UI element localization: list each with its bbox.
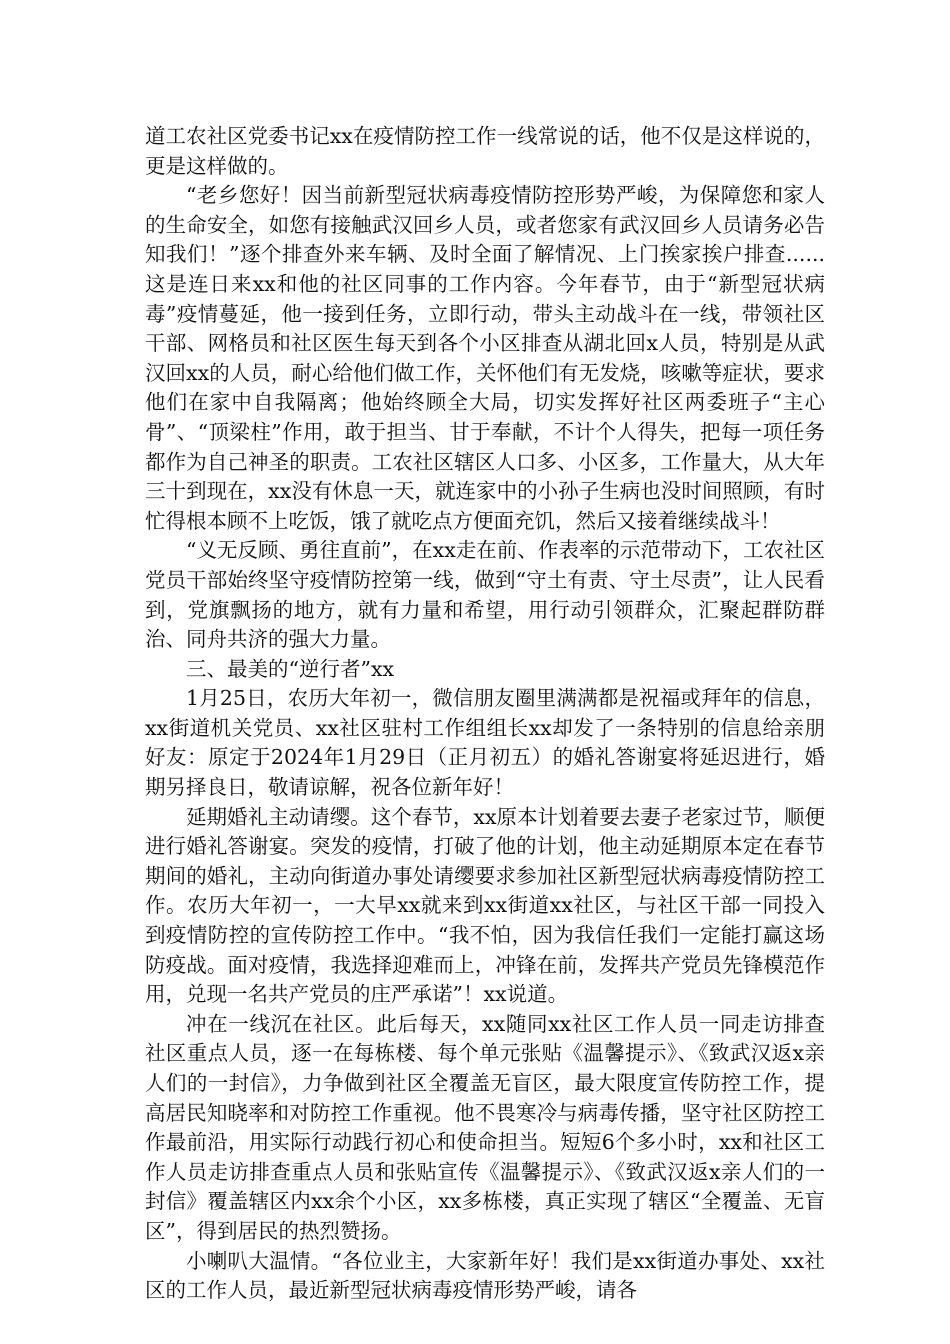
paragraph-postponed-wedding: 延期婚礼主动请缨。这个春节，xx原本计划着要去妻子老家过节，顺便进行婚礼答谢宴。突发的疫情，打破了他的计划，他主动延期原本定在春节期间的婚礼，主动向街道办事处请缨要求参加社区新型冠状病毒疫情防控工作。农历大年初一，一大早xx就来到xx街道xx社区，与社区干部一同投入到疫情防控的宣传防控工作中。“我不怕，因为我信任我们一定能打赢这场防疫战。面对疫情，我选择迎难而上，冲锋在前，发挥共产党员先锋模范作用，兑现一名共产党员的庄严承诺”！xx说道。 bbox=[145, 804, 825, 1007]
paragraph-secretary-work: “老乡您好！因当前新型冠状病毒疫情防控形势严峻，为保障您和家人的生命安全，如您有接触武汉回乡人员，或者您家有武汉回乡人员请务必告知我们！”逐个排查外来车辆、及时全面了解情况、上门挨家挨户排查......这是连日来xx和他的社区同事的工作内容。今年春节，由于“新型冠状病毒”疫情蔓延，他一接到任务，立即行动，带头主动战斗在一线，带领社区干部、网格员和社区医生每天到各个小区排查从湖北回x人员，特别是从武汉回xx的人员，耐心给他们做工作，关怀他们有无发烧，咳嗽等症状，要求他们在家中自我隔离；他始终顾全大局，切实发挥好社区两委班子“主心骨”、“顶梁柱”作用，敢于担当、甘于奉献，不计个人得失，把每一项任务都作为自己神圣的职责。工农社区辖区人口多、小区多，工作量大，从大年三十到现在，xx没有休息一天，就连家中的小孙子生病也没时间照顾，有时忙得根本顾不上吃饭，饿了就吃点方便面充饥，然后又接着继续战斗！ bbox=[145, 183, 825, 533]
paragraph-party-members: “义无反顾、勇往直前”，在xx走在前、作表率的示范带动下，工农社区党员干部始终坚守疫情防控第一线，做到“守土有责、守土尽责”，让人民看到，党旗飘扬的地方，就有力量和希望，用行动引领群众，汇聚起群防群治、同舟共济的强大力量。 bbox=[145, 538, 825, 652]
section-heading: 三、最美的“逆行者”xx bbox=[186, 656, 395, 681]
paragraph-frontline: 冲在一线沉在社区。此后每天，xx随同xx社区工作人员一同走访排查社区重点人员，逐一在每栋楼、每个单元张贴《温馨提示》、《致武汉返x亲人们的一封信》，力争做到社区全覆盖无盲区，最大限度宣传防控工作，提高居民知晓率和对防控工作重视。他不畏寒冷与病毒传播，坚守社区防控工作最前沿，用实际行动践行初心和使命担当。短短6个多小时，xx和社区工作人员走访排查重点人员和张贴宣传《温馨提示》、《致武汉返x亲人们的一封信》覆盖辖区内xx余个小区，xx多栋楼，真正实现了辖区“全覆盖、无盲区”，得到居民的热烈赞扬。 bbox=[145, 1011, 825, 1243]
paragraph-new-year: 1月25日，农历大年初一，微信朋友圈里满满都是祝福或拜年的信息，xx街道机关党员、xx社区驻村工作组组长xx却发了一条特别的信息给亲朋好友：原定于2024年1月29日（正月初五）的婚礼答谢宴将延迟进行，婚期另择良日，敬请谅解，祝各位新年好！ bbox=[145, 686, 825, 800]
paragraph-continuation: 道工农社区党委书记xx在疫情防控工作一线常说的话，他不仅是这样说的，更是这样做的。 bbox=[145, 124, 825, 178]
document-body bbox=[145, 122, 825, 1306]
paragraph-loudspeaker: 小喇叭大温情。“各位业主，大家新年好！我们是xx街道办事处、xx社区的工作人员，最近新型冠状病毒疫情形势严峻，请各 bbox=[145, 1248, 825, 1303]
